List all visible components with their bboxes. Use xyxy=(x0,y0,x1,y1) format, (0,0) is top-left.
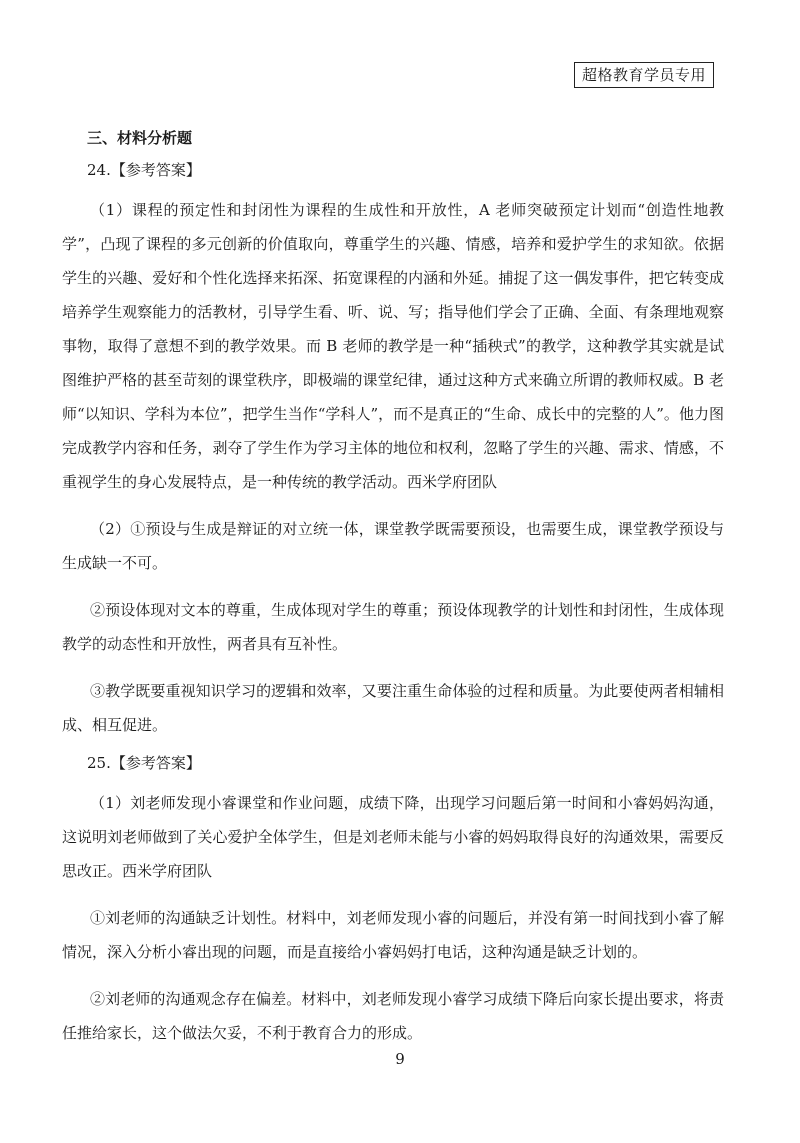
q24-paragraph-3: ②预设体现对文本的尊重，生成体现对学生的尊重；预设体现教学的计划性和封闭性，生成体现教学的动态性和开放性，两者具有互补性。 xyxy=(62,601,724,653)
q25-paragraph-2: ①刘老师的沟通缺乏计划性。材料中，刘老师发现小睿的问题后，并没有第一时间找到小睿了解情况，深入分析小睿出现的问题，而是直接给小睿妈妈打电话，这种沟通是缺乏计划的。 xyxy=(62,909,724,961)
q24-paragraph-1: （1）课程的预定性和封闭性为课程的生成性和开放性，A 老师突破预定计划而“创造性地教学”，凸现了课程的多元创新的价值取向，尊重学生的兴趣、情感，培养和爱护学生的求知欲。依据学生的兴趣、爱好和个性化选择来拓深、拓宽课程的内涵和外延。捕捉了这一偶发事件，把它转变成培养学生观察能力的活教材，引导学生看、听、说、写；指导他们学会了正确、全面、有条理地观察事物，取得了意想不到的教学效果。而 B 老师的教学是一种“插秧式”的教学，这种教学其实就是试图维护严格的甚至苛刻的课堂秩序，即极端的课堂纪律，通过这种方式来确立所谓的教师权威。B 老师“以知识、学科为本位”，把学生当作“学科人”，而不是真正的“生命、成长中的完整的人”。他力图完成教学内容和任务，剥夺了学生作为学习主体的地位和权利，忽略了学生的兴趣、需求、情感，不重视学生的身心发展特点，是一种传统的教学活动。西米学府团队 xyxy=(62,201,724,491)
document-body xyxy=(62,128,724,1063)
section-title: 三、材料分析题 xyxy=(87,129,193,147)
q24-paragraph-2: （2）①预设与生成是辩证的对立统一体，课堂教学既需要预设，也需要生成，课堂教学预设与生成缺一不可。 xyxy=(62,520,724,572)
header-badge: 超格教育学员专用 xyxy=(574,62,714,88)
page-number: 9 xyxy=(395,1050,405,1068)
q24-answer-label: 24.【参考答案】 xyxy=(87,161,201,179)
q25-paragraph-1: （1）刘老师发现小睿课堂和作业问题，成绩下降，出现学习问题后第一时间和小睿妈妈沟通，这说明刘老师做到了关心爱护全体学生，但是刘老师未能与小睿的妈妈取得良好的沟通效果，需要反思改正。西米学府团队 xyxy=(62,794,724,880)
q25-paragraph-3: ②刘老师的沟通观念存在偏差。材料中，刘老师发现小睿学习成绩下降后向家长提出要求，将责任推给家长，这个做法欠妥，不利于教育合力的形成。 xyxy=(62,990,724,1042)
q25-answer-label: 25.【参考答案】 xyxy=(87,754,201,772)
q24-paragraph-4: ③教学既要重视知识学习的逻辑和效率，又要注重生命体验的过程和质量。为此要使两者相辅相成、相互促进。 xyxy=(62,682,724,734)
